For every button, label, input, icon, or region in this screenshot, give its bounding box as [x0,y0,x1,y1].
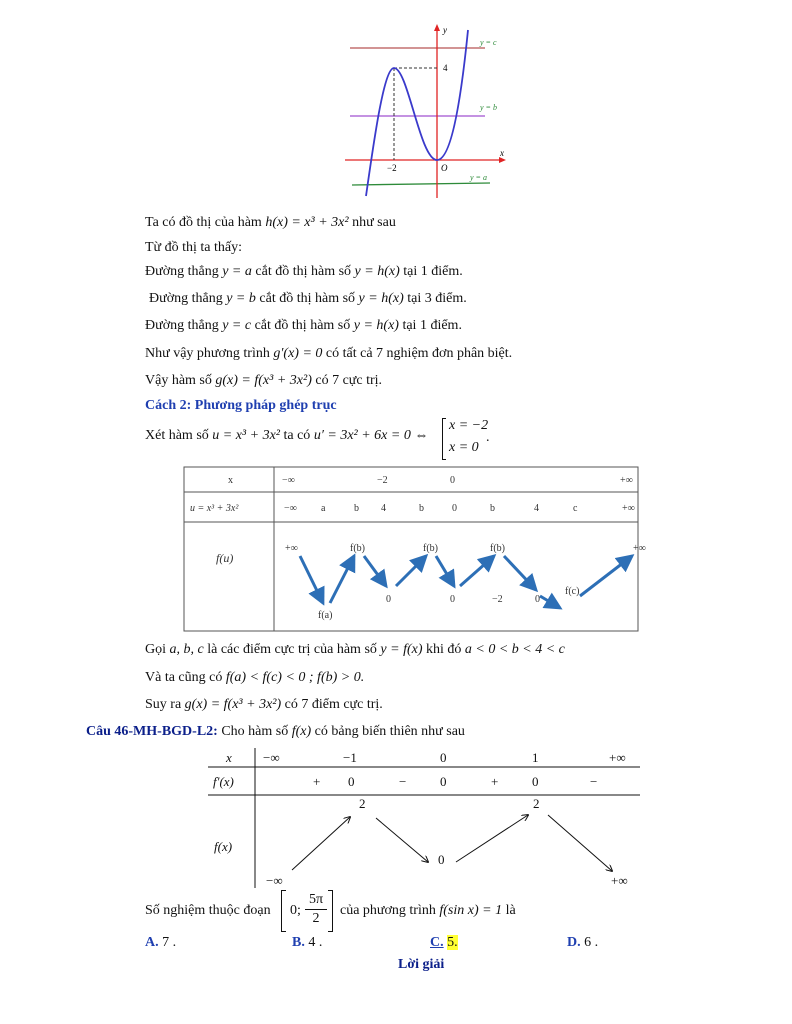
t1-x-3: +∞ [620,475,633,486]
formula-f: f(x) [291,724,312,739]
text: Đường thẳng [145,264,219,279]
y-axis-label: y [443,25,447,35]
q46-label: Câu 46-MH-BGD-L2: [86,724,218,739]
text: Suy ra [145,697,182,712]
text: có tất cả 7 nghiệm đơn phân biệt. [325,346,513,361]
sol-line-1-tail: như sau [352,215,396,230]
t2-f-4: +∞ [611,873,628,888]
origin-label: O [441,163,448,173]
t1-u-4: b [419,503,424,514]
text: Vậy hàm số [145,373,212,388]
answer-d[interactable] [567,935,598,951]
line-y-a-label: y = a [470,173,487,182]
system-bracket [442,418,446,460]
t2-x-2: 0 [440,750,447,765]
t2-header-x: x [226,750,232,765]
formula-y-b: y = b [226,291,256,306]
sol-line-7 [145,373,382,389]
fraction [305,891,327,928]
answer-b-letter: B. [292,935,305,950]
t2-fp-6: − [590,774,598,789]
t2-header-f: f(x) [214,839,233,854]
variation-table [205,745,645,890]
t1-header-x: x [228,475,233,486]
after-line-1 [145,642,565,658]
t1-u-1: a [321,503,326,514]
text: Số nghiệm thuộc đoạn [145,903,271,918]
t2-f-3: −∞ [266,873,283,888]
fraction-numerator: 5π [305,891,327,910]
text: là [505,903,516,918]
t1-u-0: −∞ [284,503,297,514]
formula-g: g(x) = f(x³ + 3x²) [215,373,312,388]
sol-line-4 [149,291,467,307]
t1-f-5: 0 [450,594,455,605]
formula-y-a: y = a [222,264,252,279]
t1-arrow-2 [330,556,354,603]
answer-b[interactable] [292,935,322,951]
tick-minus2-label: −2 [387,163,397,173]
t2-fp-2: − [399,774,407,789]
t1-arrow-4 [396,556,426,586]
text: của phương trình [340,903,436,918]
t2-fp-1: 0 [348,774,355,789]
t2-x-3: 1 [532,750,539,765]
cubic-graph [340,22,510,200]
y-axis-arrow [434,24,440,31]
t2-header-fp: f′(x) [213,774,234,789]
answer-a-letter: A. [145,935,159,950]
sol-line-2: Từ đồ thị ta thấy: [145,240,243,255]
cubic-curve [366,30,468,196]
after-line-3 [145,697,383,713]
fraction-denominator: 2 [312,911,320,926]
t2-fp-4: + [491,774,499,789]
t1-f-9: f(c) [565,586,580,597]
t1-f-6: f(b) [490,543,505,554]
text: Cho hàm số [221,724,289,739]
answer-b-value: 4 . [308,935,323,950]
t1-f-1: f(a) [318,610,333,621]
cach2-title: Cách 2: Phương pháp ghép trục [145,398,337,413]
text: có bảng biến thiên như sau [314,724,465,739]
t1-x-1: −2 [377,475,388,486]
text: Đường thẳng [149,291,223,306]
text: cắt đồ thị hàm số [259,291,356,306]
text: có 7 điểm cực trị. [284,697,383,712]
answer-c-letter: C. [430,935,444,950]
formula-y-h: y = h(x) [358,291,404,306]
composition-table [183,466,646,632]
t1-u-3: 4 [381,503,386,514]
line-y-a [352,183,490,185]
t2-arrow-down-1 [376,818,428,862]
t1-f-2: f(b) [350,543,365,554]
q46-question-tail [340,903,516,919]
interval-left-bracket [281,890,286,932]
text: tại 1 điểm. [403,264,463,279]
t2-arrow-up-1 [292,817,350,870]
answer-d-value: 6 . [584,935,599,950]
formula-g-prime: g′(x) = 0 [273,346,323,361]
t1-arrow-9 [580,556,632,596]
t2-f-0: 2 [359,796,366,811]
t2-f-1: 2 [533,796,540,811]
t1-f-10: +∞ [633,543,646,554]
formula-y-c: y = c [222,318,252,333]
t1-f-4: f(b) [423,543,438,554]
line-y-c-label: y = c [480,38,497,47]
t2-arrow-up-2 [456,815,528,862]
t1-header-u: u = x³ + 3x² [190,503,239,514]
t1-u-7: 4 [534,503,539,514]
t1-u-8: c [573,503,578,514]
text: Như vậy phương trình [145,346,270,361]
t1-f-0: +∞ [285,543,298,554]
t1-arrow-6 [460,556,494,586]
t1-u-2: b [354,503,359,514]
text: tại 3 điểm. [407,291,467,306]
line-y-b-label: y = b [480,103,497,112]
formula-y-h: y = h(x) [354,264,400,279]
answer-a-value: 7 . [162,935,177,950]
t1-arrow-1 [300,556,323,603]
t2-f-2: 0 [438,852,445,867]
interval-start: 0; [290,903,301,918]
t2-fp-5: 0 [532,774,539,789]
text: tại 1 điểm. [402,318,462,333]
sol-line-1-text: Ta có đồ thị của hàm [145,215,262,230]
answer-d-letter: D. [567,935,581,950]
x-axis-label: x [500,148,504,158]
t1-x-2: 0 [450,475,455,486]
formula-u-prime: u′ = 3x² + 6x = 0 ⇔ [313,428,429,443]
after-line-2 [145,670,364,686]
t1-f-7: −2 [492,594,503,605]
t1-f-3: 0 [386,594,391,605]
formula-inequalities: f(a) < f(c) < 0 ; f(b) > 0. [225,670,365,685]
formula-u: u = x³ + 3x² [212,428,280,443]
t2-arrow-down-2 [548,815,612,871]
t1-arrow-8 [540,596,560,608]
answer-a[interactable] [145,935,176,951]
formula-abc: a, b, c [169,642,204,657]
formula-y-f: y = f(x) [380,642,423,657]
solution-heading: Lời giải [398,957,445,972]
system-eq-1: x = −2 [449,418,489,433]
t2-fp-0: + [313,774,321,789]
system-eq-2: x = 0 [449,440,479,455]
t1-u-5: 0 [452,503,457,514]
sol-line-6 [145,346,512,362]
system-dot: . [486,430,490,445]
text: là các điểm cực trị của hàm số [207,642,377,657]
t2-x-0: −∞ [263,750,280,765]
answer-c-value: 5. [447,935,458,950]
formula-y-h: y = h(x) [353,318,399,333]
formula-h: h(x) = x³ + 3x² [265,215,349,230]
text: cắt đồ thị hàm số [254,318,351,333]
cach2-line-1 [145,428,428,444]
text: Gọi [145,642,166,657]
t1-u-6: b [490,503,495,514]
t1-u-9: +∞ [622,503,635,514]
t1-arrow-3 [364,556,386,586]
t1-header-f: f(u) [216,551,234,565]
text: cắt đồ thị hàm số [255,264,352,279]
t1-x-0: −∞ [282,475,295,486]
q46-heading [86,724,465,740]
formula-equation: f(sin x) = 1 [439,903,503,918]
t2-x-1: −1 [343,750,357,765]
text: khi đó [426,642,462,657]
t1-arrow-5 [436,556,454,586]
t1-f-8: 0 [535,594,540,605]
t2-fp-3: 0 [440,774,447,789]
answer-c[interactable] [430,935,458,951]
text: có 7 cực trị. [315,373,383,388]
q46-question [145,903,271,919]
t1-arrow-7 [504,556,536,590]
text: Đường thẳng [145,318,219,333]
formula-order: a < 0 < b < 4 < c [464,642,565,657]
sol-line-1 [145,215,396,231]
interval-right-bracket [328,890,333,932]
text: Và ta cũng có [145,670,223,685]
tick-4-label: 4 [443,63,448,73]
formula-g: g(x) = f(x³ + 3x²) [184,697,282,712]
sol-line-3 [145,264,463,280]
text: Xét hàm số [145,428,209,443]
text: ta có [283,428,311,443]
t2-x-4: +∞ [609,750,626,765]
sol-line-5 [145,318,462,334]
